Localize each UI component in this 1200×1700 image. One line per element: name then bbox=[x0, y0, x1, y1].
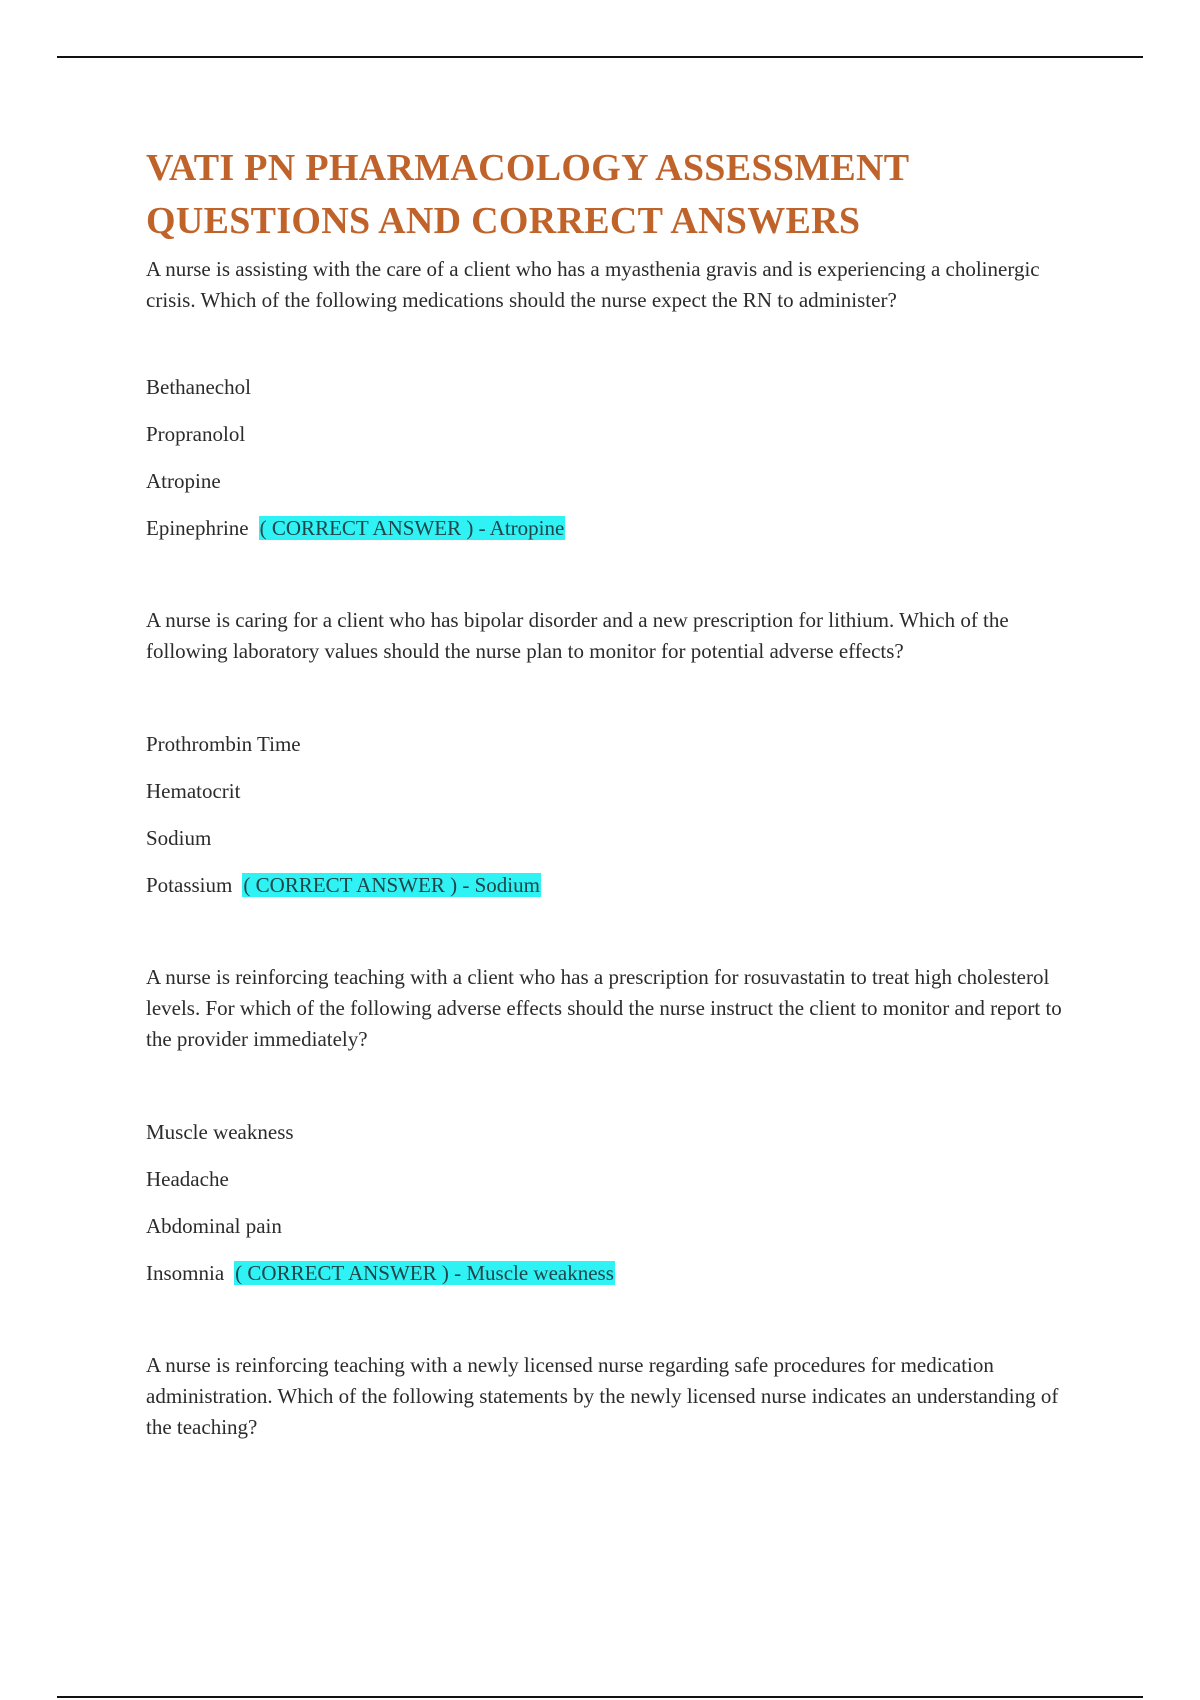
option-item bbox=[146, 419, 1066, 449]
options-list bbox=[146, 372, 1066, 543]
question-text: A nurse is reinforcing teaching with a newly licensed nurse regarding safe procedures for medication administration. Which of the following statements by the newly licensed nurse indicates an understanding of the teaching? bbox=[146, 1353, 1059, 1439]
option-item bbox=[146, 1258, 1066, 1288]
option-label: Bethanechol bbox=[146, 375, 251, 399]
option-label: Prothrombin Time bbox=[146, 732, 301, 756]
option-label: Headache bbox=[146, 1167, 229, 1191]
question-text: A nurse is reinforcing teaching with a client who has a prescription for rosuvastatin to treat high cholesterol levels. For which of the following adverse effects should the nurse instruct the client to monitor and report to the provider immediately? bbox=[146, 965, 1062, 1051]
option-label: Insomnia bbox=[146, 1261, 225, 1285]
option-label: Epinephrine bbox=[146, 516, 249, 540]
question-block bbox=[146, 1350, 1066, 1443]
question-text: A nurse is assisting with the care of a client who has a myasthenia gravis and is experiencing a cholinergic crisis. Which of the following medications should the nurse expect the RN to administer? bbox=[146, 257, 1040, 312]
option-item bbox=[146, 823, 1066, 853]
option-item bbox=[146, 466, 1066, 496]
option-item bbox=[146, 1164, 1066, 1194]
option-label: Potassium bbox=[146, 873, 233, 897]
document-title bbox=[146, 142, 1066, 248]
correct-answer-highlight: ( CORRECT ANSWER ) - Muscle weakness bbox=[235, 1261, 614, 1285]
option-item bbox=[146, 1211, 1066, 1241]
bottom-rule bbox=[57, 1696, 1143, 1698]
question-block bbox=[146, 962, 1066, 1288]
title-line-2: QUESTIONS AND CORRECT ANSWERS bbox=[146, 200, 861, 242]
option-item bbox=[146, 1117, 1066, 1147]
option-item bbox=[146, 776, 1066, 806]
option-item bbox=[146, 729, 1066, 759]
document-body bbox=[146, 142, 1066, 1443]
question-block bbox=[146, 605, 1066, 900]
options-list bbox=[146, 729, 1066, 900]
option-label: Sodium bbox=[146, 826, 212, 850]
top-rule bbox=[57, 56, 1143, 58]
option-label: Propranolol bbox=[146, 422, 246, 446]
correct-answer-highlight: ( CORRECT ANSWER ) - Sodium bbox=[243, 873, 540, 897]
option-item bbox=[146, 513, 1066, 543]
option-item bbox=[146, 870, 1066, 900]
option-label: Muscle weakness bbox=[146, 1120, 294, 1144]
title-line-1: VATI PN PHARMACOLOGY ASSESSMENT bbox=[146, 147, 910, 189]
option-item bbox=[146, 372, 1066, 402]
question-block bbox=[146, 254, 1066, 543]
question-text: A nurse is caring for a client who has bipolar disorder and a new prescription for lithium. Which of the following laboratory values should the nurse plan to monitor for potential adverse effects? bbox=[146, 608, 1009, 663]
option-label: Hematocrit bbox=[146, 779, 241, 803]
correct-answer-highlight: ( CORRECT ANSWER ) - Atropine bbox=[259, 516, 565, 540]
options-list bbox=[146, 1117, 1066, 1288]
option-label: Atropine bbox=[146, 469, 221, 493]
option-label: Abdominal pain bbox=[146, 1214, 282, 1238]
